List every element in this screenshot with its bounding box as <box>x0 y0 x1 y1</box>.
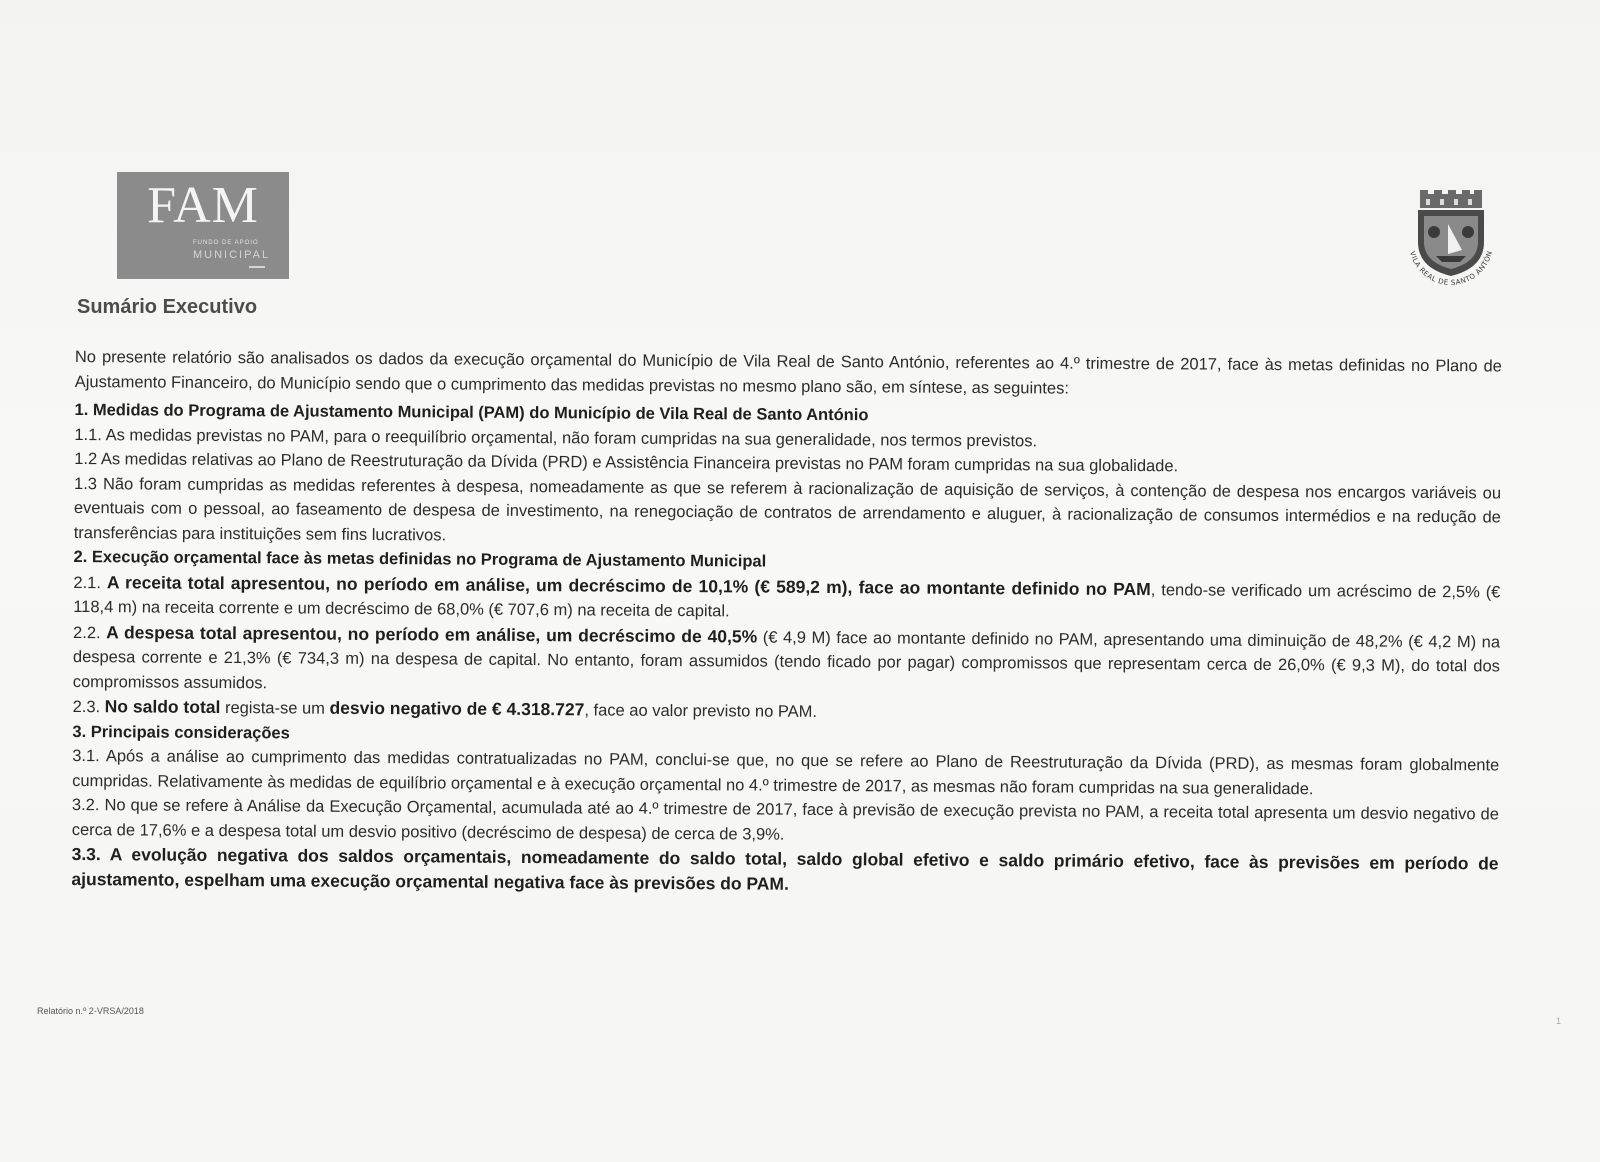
crest-motto: VILA REAL DE SANTO ANTÓN <box>1407 249 1495 287</box>
paragraph-2-1-text: , tendo-se verificado um acréscimo de 2,5% (€ 118,4 m) na receita corrente e um decréscimo de 68,0% (€ 707,6 m) na receita de capital. <box>73 580 1501 621</box>
page-title: Sumário Executivo <box>77 296 258 318</box>
paragraph-2-2 <box>73 619 1500 703</box>
paragraph-2-3-text: , face ao valor previsto no PAM. <box>584 701 818 721</box>
fam-logo-text: FAM <box>147 177 259 234</box>
paragraph-2-2-text: (€ 4,9 M) face ao montante definido no PAM, apresentando uma diminuição de 48,2% (€ 4,2 M) na despesa corrente e 21,3% (€ 734,3 m) na despesa de capital. No entanto, foram assumidos (tendo ficado por pagar) compromissos que representam cerca de 26,0% (€ 9,3 M), do total dos compromissos assumidos. <box>72 628 1501 692</box>
fam-logo-municipal: MUNICIPAL <box>193 249 271 261</box>
fam-logo-underline <box>249 266 265 268</box>
paragraph-1-2: 1.2 As medidas relativas ao Plano de Reestruturação da Dívida (PRD) e Assistência Financeira previstas no PAM foram cumpridas na sua globalidade. <box>74 449 1179 476</box>
section-2-heading: 2. Execução orçamental face às metas definidas no Programa de Ajustamento Municipal <box>73 547 767 571</box>
paragraph-1-1: 1.1. As medidas previstas no PAM, para o reequilíbrio orçamental, não foram cumpridas na sua generalidade, nos termos previstos. <box>74 425 1038 450</box>
section-1-heading: 1. Medidas do Programa de Ajustamento Municipal (PAM) do Município de Vila Real de Santo António <box>74 400 869 425</box>
municipal-crest-icon <box>1400 190 1504 300</box>
fam-logo-subtitle: FUNDO DE APOIO <box>193 240 259 246</box>
paragraph-3-3: 3.3. A evolução negativa dos saldos orçamentais, nomeadamente do saldo total, saldo global efetivo e saldo primário efetivo, face às previsões em período de ajustamento, espelham uma execução orçamental negativa face às previsões do PAM. <box>71 843 1499 894</box>
paragraph-3-2: 3.2. No que se refere à Análise da Execução Orçamental, acumulada até ao 4.º trimestre de 2017, face à previsão de execução prevista no PAM, a receita total apresenta um desvio negativo de cerca de 17,6% e a despesa total um desvio positivo (decréscimo de despesa) de cerca de 3,9%. <box>71 795 1499 844</box>
document-body <box>71 345 1502 901</box>
paragraph-2-2-bold: A despesa total apresentou, no período em análise, um decréscimo de 40,5% <box>106 621 758 647</box>
paragraph-2-1-number: 2.1. <box>73 573 107 592</box>
fam-logo <box>117 172 289 279</box>
paragraph-2-3-bold-2: desvio negativo de € 4.318.727 <box>329 697 585 720</box>
paragraph-2-1 <box>73 569 1500 628</box>
paragraph-3-1: 3.1. Após a análise ao cumprimento das medidas contratualizadas no PAM, conclui-se que, no que se refere ao Plano de Reestruturação da Dívida (PRD), as mesmas foram globalmente cumpridas. Relativamente às medidas de equilíbrio orçamental e à execução orçamental no 4.º trimestre de 2017, as mesmas não foram cumpridas na sua generalidade. <box>72 746 1500 798</box>
intro-paragraph: No presente relatório são analisados os dados da execução orçamental do Município de Vila Real de Santo António, referentes ao 4.º trimestre de 2017, face às metas definidas no Plano de Ajustamento Financeiro, do Município sendo que o cumprimento das medidas previstas no mesmo plano são, em síntese, as seguintes: <box>74 347 1502 398</box>
paragraph-1-3: 1.3 Não foram cumpridas as medidas referentes à despesa, nomeadamente as que se referem à racionalização de aquisição de serviços, à contenção de despesa nos encargos variáveis ou eventuais com o pessoal, ao faseamento de despesa de investimento, na renegociação de contratos de arrendamento e aluguer, à racionalização de consumos intermédios e na redução de transferências para instituições sem fins lucrativos. <box>73 474 1502 544</box>
paragraph-2-2-number: 2.2. <box>73 623 107 642</box>
paragraph-2-3-mid: regista-se um <box>220 698 330 718</box>
paragraph-2-3-bold-1: No saldo total <box>104 696 221 717</box>
paragraph-2-3-number: 2.3. <box>72 697 105 717</box>
page-number: 1 <box>1556 1016 1562 1026</box>
section-3-heading: 3. Principais considerações <box>72 722 290 742</box>
report-reference: Relatório n.º 2-VRSA/2018 <box>37 1006 144 1016</box>
paragraph-2-1-bold: A receita total apresentou, no período em análise, um decréscimo de 10,1% (€ 589,2 m), face ao montante definido no PAM <box>106 571 1151 599</box>
